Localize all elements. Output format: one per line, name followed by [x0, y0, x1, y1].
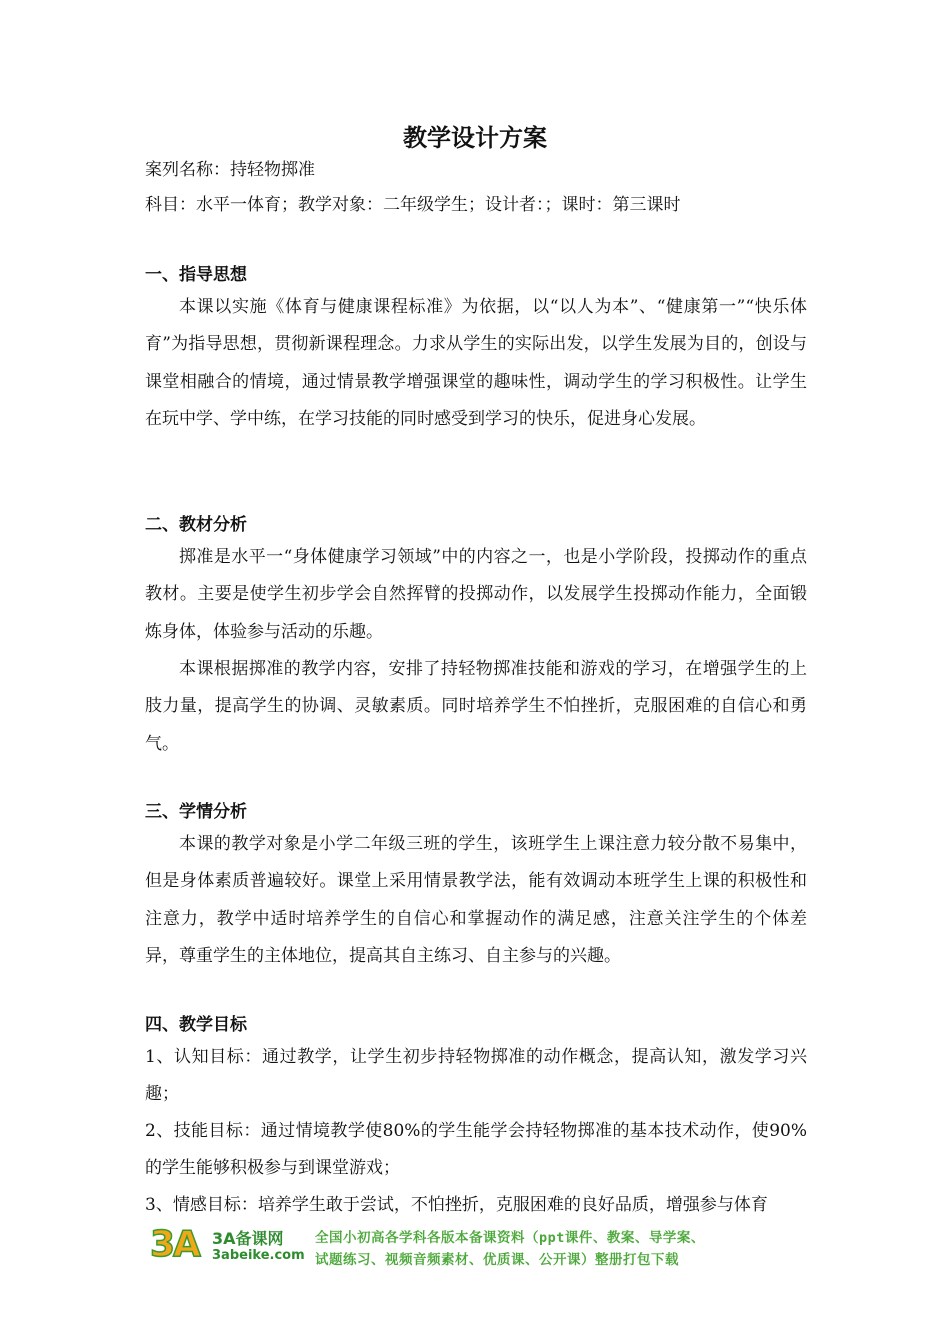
footer-ad-line-1: 全国小初高各学科各版本备课资料（ppt课件、教案、导学案、 — [315, 1230, 705, 1246]
logo-name: 3A备课网 — [212, 1229, 284, 1248]
section-heading-guiding-thought: 一、指导思想 — [145, 265, 247, 285]
logo-url: 3abeike.com — [212, 1248, 305, 1263]
paragraph-material-analysis-1: 掷准是水平一“身体健康学习领域”中的内容之一，也是小学阶段，投掷动作的重点教材。主要是使学生初步学会自然挥臂的投掷动作，以发展学生投掷动作能力，全面锻炼身体，体验参与活动的乐趣。 — [145, 547, 807, 642]
goal-cognitive: 1、认知目标：通过教学，让学生初步持轻物掷准的动作概念，提高认知，激发学习兴趣； — [145, 1047, 807, 1105]
paragraph-guiding-thought: 本课以实施《体育与健康课程标准》为依据，以“以人为本”、“健康第一”“快乐体育”为指导思想，贯彻新课程理念。力求从学生的实际出发，以学生发展为目的，创设与课堂相融合的情境，通过情景教学增强课堂的趣味性，调动学生的学习积极性。让学生在玩中学、学中练，在学习技能的同时感受到学习的快乐，促进身心发展。 — [145, 297, 807, 429]
goal-skill: 2、技能目标：通过情境教学使80%的学生能学会持轻物掷准的基本技术动作，使90%的学生能够积极参与到课堂游戏； — [145, 1121, 807, 1179]
section-heading-material-analysis: 二、教材分析 — [145, 515, 247, 535]
case-name: 案列名称：持轻物掷准 — [145, 160, 315, 180]
footer-banner — [150, 1222, 810, 1272]
section-heading-teaching-goals: 四、教学目标 — [145, 1015, 247, 1035]
goal-affective: 3、情感目标：培养学生敢于尝试，不怕挫折，克服困难的良好品质，增强参与体育 — [145, 1195, 768, 1215]
section-heading-learner-analysis: 三、学情分析 — [145, 802, 247, 822]
course-meta: 科目：水平一体育；教学对象：二年级学生；设计者：；课时：第三课时 — [145, 195, 681, 215]
site-logo[interactable] — [150, 1222, 310, 1270]
paragraph-learner-analysis: 本课的教学对象是小学二年级三班的学生，该班学生上课注意力较分散不易集中，但是身体素质普遍较好。课堂上采用情景教学法，能有效调动本班学生上课的积极性和注意力，教学中适时培养学生的自信心和掌握动作的满足感，注意关注学生的个体差异，尊重学生的主体地位，提高其自主练习、自主参与的兴趣。 — [145, 834, 807, 966]
logo-mark: 3A — [150, 1224, 199, 1265]
paragraph-material-analysis-2: 本课根据掷准的教学内容，安排了持轻物掷准技能和游戏的学习，在增强学生的上肢力量，提高学生的协调、灵敏素质。同时培养学生不怕挫折，克服困难的自信心和勇气。 — [145, 659, 807, 754]
footer-ad-line-2: 试题练习、视频音频素材、优质课、公开课）整册打包下载 — [315, 1252, 679, 1268]
document-title: 教学设计方案 — [403, 124, 547, 152]
